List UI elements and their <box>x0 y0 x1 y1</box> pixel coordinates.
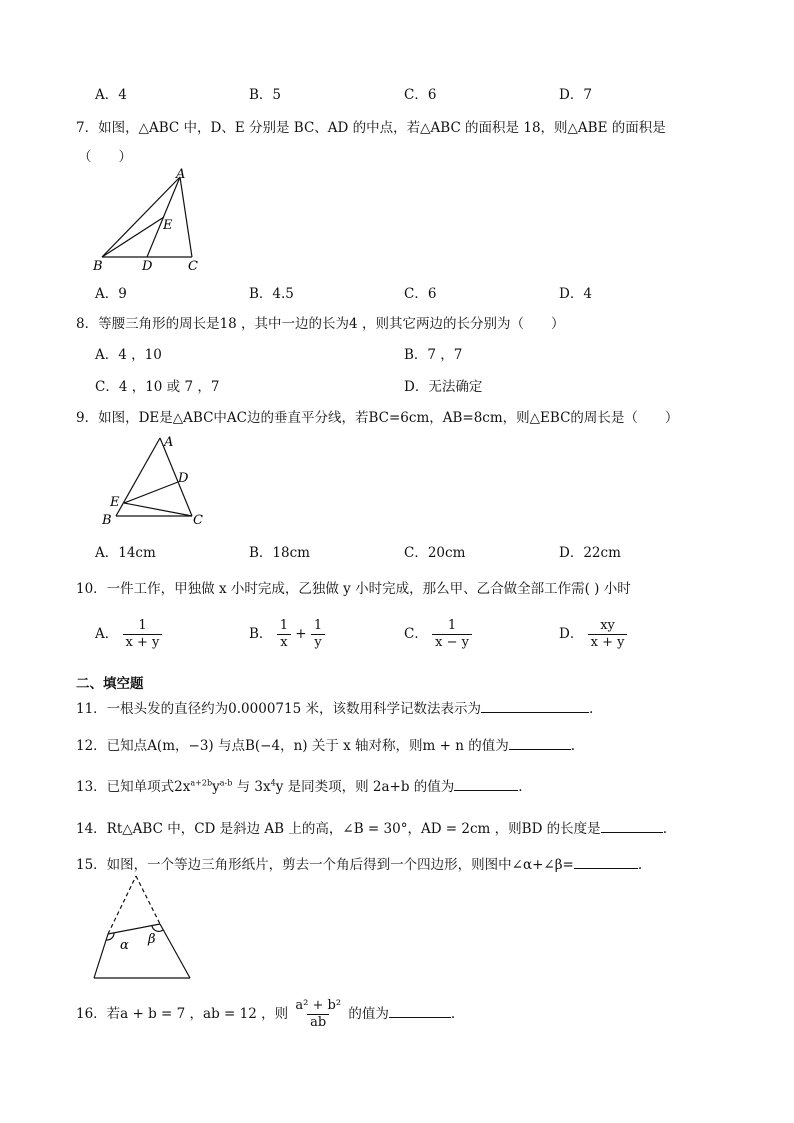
q9-label-b: B <box>102 513 112 528</box>
q7-paren: （ ） <box>78 149 132 165</box>
q13-blank[interactable] <box>454 778 518 791</box>
q16-blank[interactable] <box>389 1005 451 1018</box>
q11: 11．一根头发的直径约为0.0000715 米，该数用科学记数法表示为 . <box>76 701 594 717</box>
q10-option-c: C． $\frac{1}{x - y}$ <box>404 618 472 651</box>
q12-blank[interactable] <box>509 737 571 750</box>
q13: 13．已知单项式$2x^{a+2b}y^{a-b}$ 与 $3x^4y$ 是同类项，则 2a+b 的值为 . <box>76 778 523 795</box>
q9-option-d: D．22cm <box>559 545 621 561</box>
q10-option-b: B． $\frac{1}{x}$ + $\frac{1}{y}$ <box>249 618 325 651</box>
q8-stem: 8．等腰三角形的周长是18 ，其中一边的长为4 ，则其它两边的长分别为（ ） <box>76 316 565 332</box>
q8-option-d: D．无法确定 <box>404 379 483 395</box>
q7-label-d: D <box>142 259 153 274</box>
section-title: 二、填空题 <box>76 676 144 692</box>
q15-right-side <box>160 924 190 978</box>
q11-blank[interactable] <box>481 700 589 713</box>
q15-figure <box>90 872 200 984</box>
q6-option-b: B．5 <box>249 87 282 103</box>
q15-left-side <box>94 934 108 978</box>
q15: 15．如图，一个等边三角形纸片，剪去一个角后得到一个四边形，则图中∠α+∠β= . <box>76 857 643 873</box>
q10-option-a: A． $\frac{1}{x + y}$ <box>95 618 162 651</box>
q9-figure <box>98 432 218 532</box>
q9-line-ec <box>124 503 192 516</box>
q9-label-d: D <box>178 471 189 486</box>
q6-option-a: A．4 <box>95 87 127 103</box>
q6-option-d: D．7 <box>559 87 592 103</box>
q9-stem: 9．如图，DE是△ABC中AC边的垂直平分线，若BC=6cm，AB=8cm，则△EBC的周长是（ ） <box>76 410 679 426</box>
q7-option-d: D．4 <box>559 286 592 302</box>
q7-label-b: B <box>93 259 103 274</box>
q7-label-a: A <box>176 167 186 182</box>
q9-option-b: B．18cm <box>249 545 310 561</box>
q9-label-e: E <box>110 495 120 510</box>
q9-label-c: C <box>193 513 203 528</box>
q8-option-c: C．4 ，10 或 7 ，7 <box>95 379 220 395</box>
q10-option-d: D． $\frac{xy}{x + y}$ <box>559 618 627 651</box>
q9-line-ed <box>124 482 178 503</box>
q14-blank[interactable] <box>601 820 663 833</box>
q7-stem: 7．如图，△ABC 中，D、E 分别是 BC、AD 的中点，若△ABC 的面积是 18，则△ABE 的面积是 <box>76 120 666 136</box>
q7-line-ba <box>102 177 180 257</box>
q7-figure <box>88 165 218 275</box>
q7-option-c: C．6 <box>404 286 437 302</box>
q7-line-ac <box>180 177 192 257</box>
q6-option-c: C．6 <box>404 87 437 103</box>
q9-option-c: C．20cm <box>404 545 466 561</box>
q16: 16．若a + b = 7 ，ab = 12 ，则 $\frac{\text{a² + b²}}{ab}$ 的值为 . <box>76 998 456 1030</box>
q15-beta: β <box>148 932 156 947</box>
q15-dashed-left <box>108 876 136 934</box>
q9-line-ab <box>116 438 160 516</box>
q7-label-c: C <box>188 259 198 274</box>
q9-label-a: A <box>164 435 174 450</box>
q15-alpha: α <box>120 938 129 953</box>
q10-stem: 10．一件工作，甲独做 x 小时完成，乙独做 y 小时完成，那么甲、乙合做全部工作需( ) 小时 <box>76 581 631 597</box>
q9-option-a: A．14cm <box>95 545 156 561</box>
q14: 14．Rt△ABC 中，CD 是斜边 AB 上的高，∠B = 30°，AD = 2cm ，则BD 的长度是 . <box>76 821 667 837</box>
q15-dashed-right <box>136 876 160 924</box>
q7-option-b: B．4.5 <box>249 286 294 302</box>
q7-option-a: A．9 <box>95 286 127 302</box>
q15-blank[interactable] <box>574 856 638 869</box>
q8-option-a: A．4 ，10 <box>95 347 162 363</box>
q8-option-b: B．7 ，7 <box>404 347 463 363</box>
q7-label-e: E <box>163 218 173 233</box>
q12: 12．已知点A(m，−3) 与点B(−4，n) 关于 x 轴对称，则m + n 的值为 . <box>76 738 576 754</box>
